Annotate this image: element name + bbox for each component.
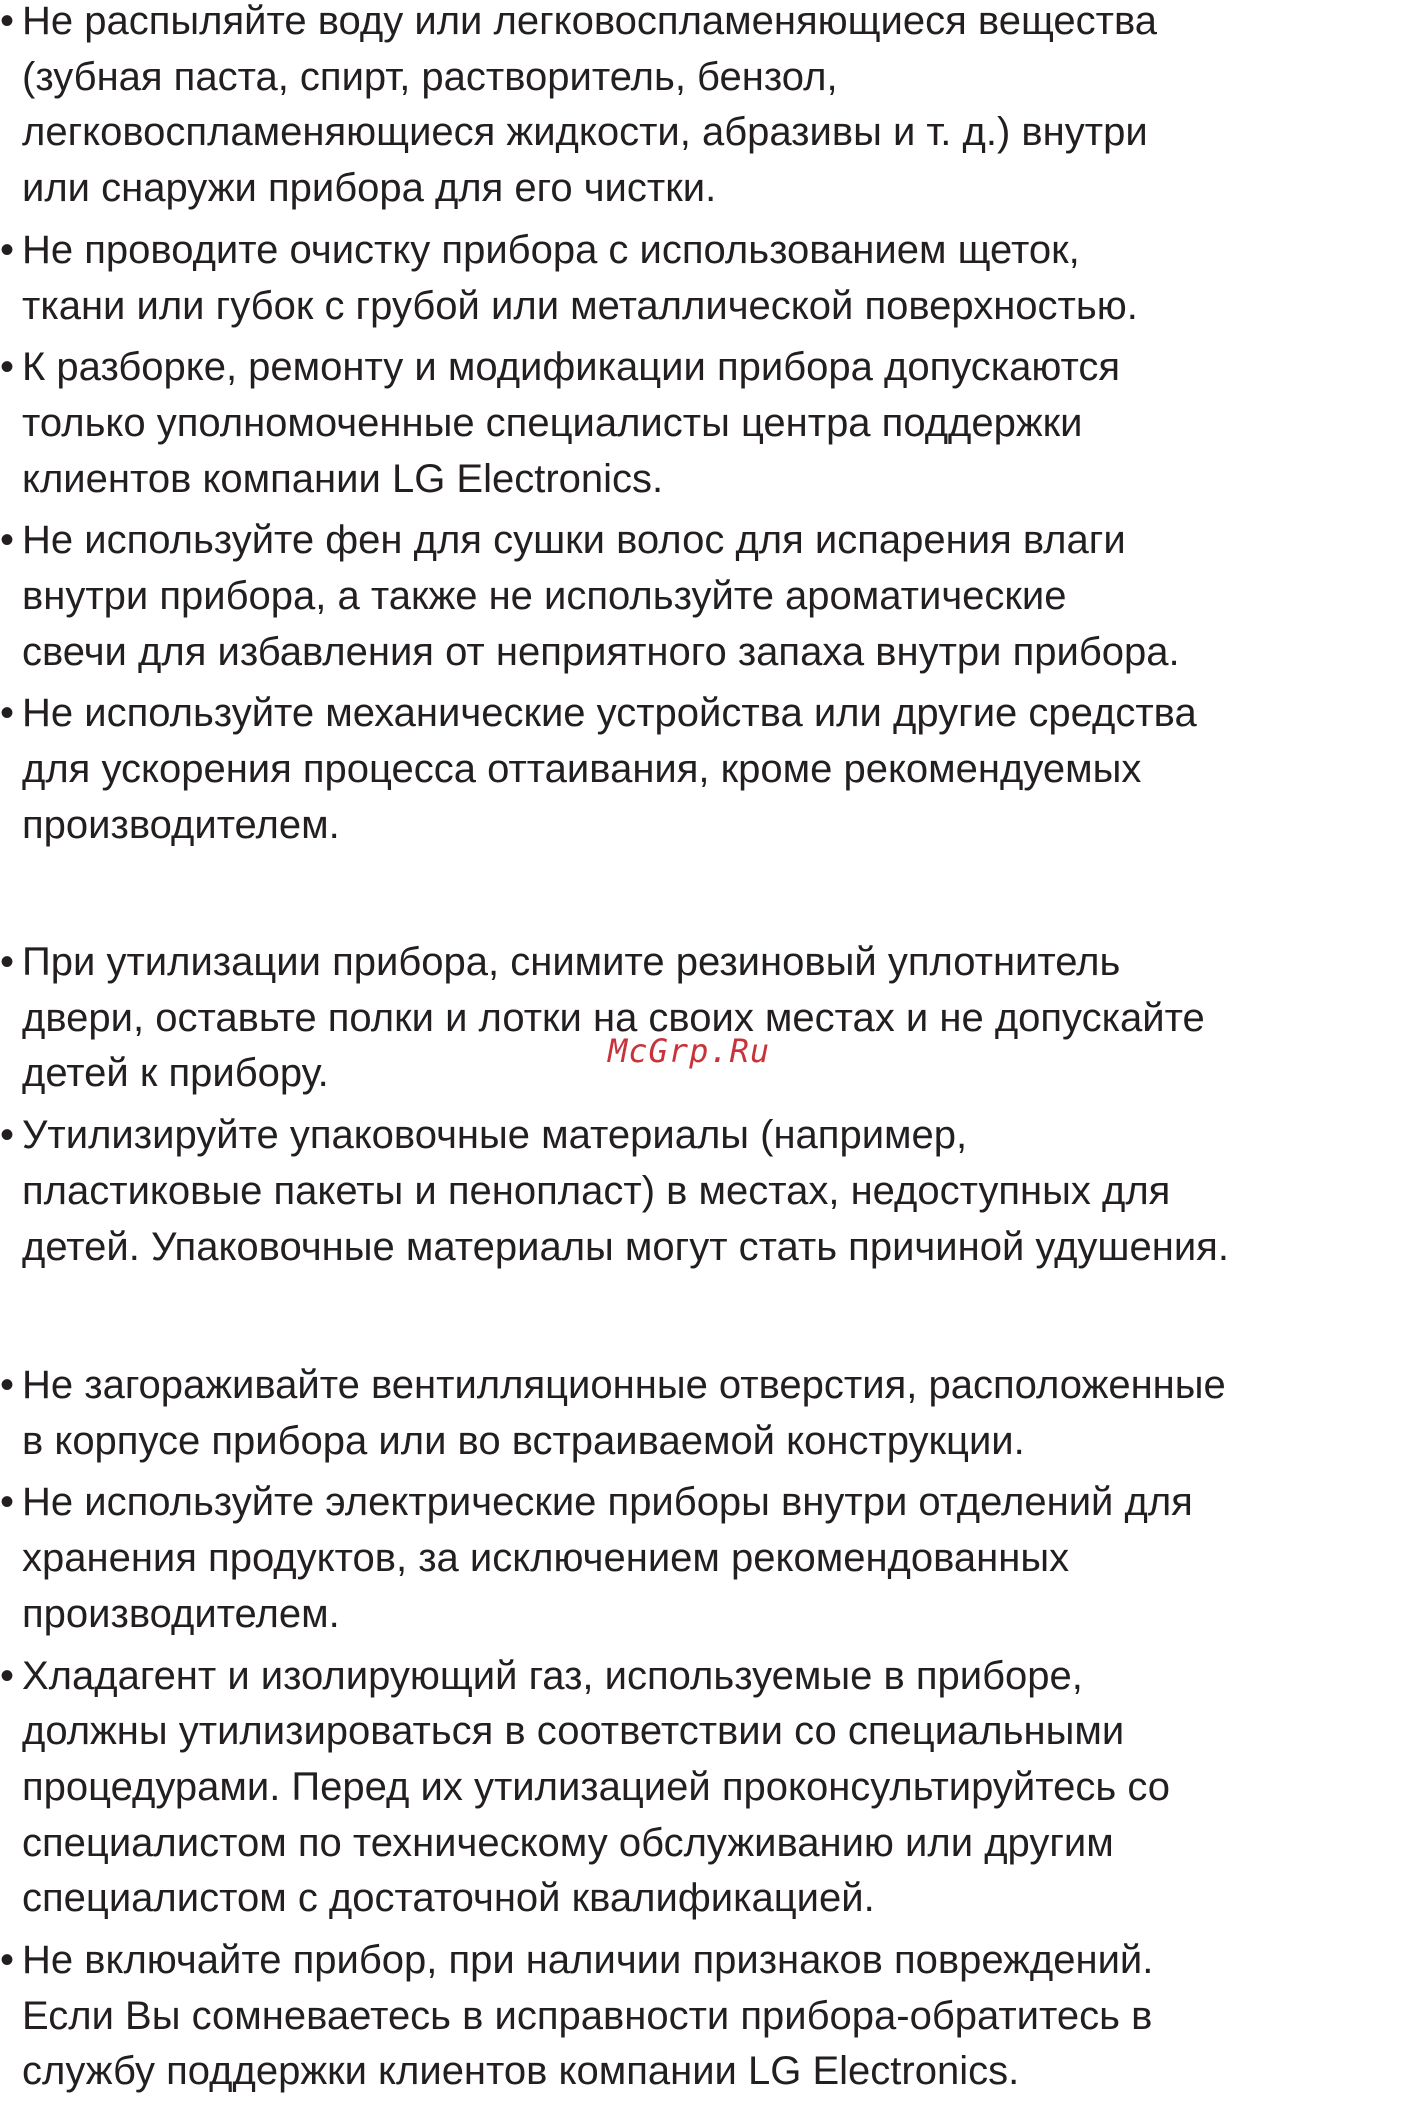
bullet-icon: • (0, 1653, 15, 1698)
item-text-line: Не используйте механические устройства или другие средства (22, 691, 1197, 736)
item-text-line: Не загораживайте вентилляционные отверстия, расположенные (22, 1363, 1226, 1407)
bullet-icon: • (0, 691, 15, 736)
list-item (0, 1649, 1402, 1928)
item-text-line: К разборке, ремонту и модификации прибора допускаются (22, 345, 1121, 390)
watermark: McGrp.Ru (608, 1032, 771, 1070)
item-text-line: хранения продуктов, за исключением рекомендованных (22, 1536, 1070, 1581)
item-text-line: Не используйте электрические приборы внутри отделений для (22, 1480, 1193, 1525)
item-text-line: производителем. (22, 802, 340, 847)
bullet-icon: • (0, 1480, 15, 1525)
item-text-line: для ускорения процесса оттаивания, кроме рекомендуемых (22, 747, 1142, 792)
list-item (0, 686, 1402, 853)
item-text-line: Если Вы сомневаетесь в исправности прибора-обратитесь в (22, 1993, 1153, 2038)
bullet-icon: • (0, 1113, 15, 1158)
item-text-line: службу поддержки клиентов компании LG Electronics. (22, 2049, 1020, 2094)
item-text-line: детей. Упаковочные материалы могут стать причиной удушения. (22, 1224, 1229, 1269)
list-item (0, 1933, 1402, 2100)
list-item (0, 1475, 1402, 1642)
item-text-line: или снаружи прибора для его чистки. (22, 166, 717, 211)
bullet-icon: • (0, 227, 15, 272)
bullet-icon: • (0, 940, 15, 984)
item-text-line: Хладагент и изолирующий газ, используемые в приборе, (22, 1653, 1083, 1698)
list-item (0, 223, 1402, 334)
bullet-icon: • (0, 1363, 15, 1407)
item-text-line: производителем. (22, 1591, 340, 1636)
item-text-line: процедурами. Перед их утилизацией проконсультируйтесь со (22, 1764, 1171, 1809)
item-text-line: должны утилизироваться в соответствии со специальными (22, 1709, 1125, 1754)
section-operation-precautions (0, 1358, 1404, 2106)
list-item (0, 0, 1402, 217)
item-text-line: ткани или губок с грубой или металлической поверхностью. (22, 283, 1138, 328)
item-text-line: детей к прибору. (22, 1051, 329, 1096)
item-text-line: пластиковые пакеты и пенопласт) в местах, недоступных для (22, 1168, 1171, 1213)
item-text-line: специалистом по техническому обслуживанию или другим (22, 1820, 1114, 1865)
list-item (0, 935, 1402, 1102)
item-text-line: Не проводите очистку прибора с использованием щеток, (22, 227, 1080, 272)
bullet-icon: • (0, 1938, 15, 1983)
item-text-line: только уполномоченные специалисты центра поддержки (22, 400, 1083, 445)
section-cleaning-precautions (0, 0, 1404, 860)
item-text-line: Не распыляйте воду или легковоспламеняющиеся вещества (22, 0, 1158, 43)
item-text-line: клиентов компании LG Electronics. (22, 456, 664, 501)
item-text-line: При утилизации прибора, снимите резиновый уплотнитель (22, 940, 1121, 984)
list-item (0, 340, 1402, 507)
item-text-line: специалистом с достаточной квалификацией. (22, 1876, 875, 1921)
list-item (0, 513, 1402, 680)
bullet-icon: • (0, 518, 15, 563)
item-text-line: двери, оставьте полки и лотки на своих местах и не допускайте (22, 995, 1205, 1040)
item-text-line: Не включайте прибор, при наличии признаков повреждений. (22, 1938, 1154, 1983)
list-item (0, 1108, 1402, 1275)
bullet-icon: • (0, 0, 15, 43)
item-text-line: Не используйте фен для сушки волос для испарения влаги (22, 518, 1126, 563)
item-text-line: в корпусе прибора или во встраиваемой конструкции. (22, 1418, 1025, 1463)
item-text-line: легковоспламеняющиеся жидкости, абразивы и т. д.) внутри (22, 110, 1148, 155)
item-text-line: свечи для избавления от неприятного запаха внутри прибора. (22, 629, 1180, 674)
item-text-line: внутри прибора, а также не используйте ароматические (22, 574, 1067, 619)
item-text-line: Утилизируйте упаковочные материалы (например, (22, 1113, 968, 1158)
list-item (0, 1358, 1402, 1469)
section-disposal-precautions (0, 935, 1404, 1281)
bullet-icon: • (0, 345, 15, 390)
item-text-line: (зубная паста, спирт, растворитель, бензол, (22, 54, 838, 99)
